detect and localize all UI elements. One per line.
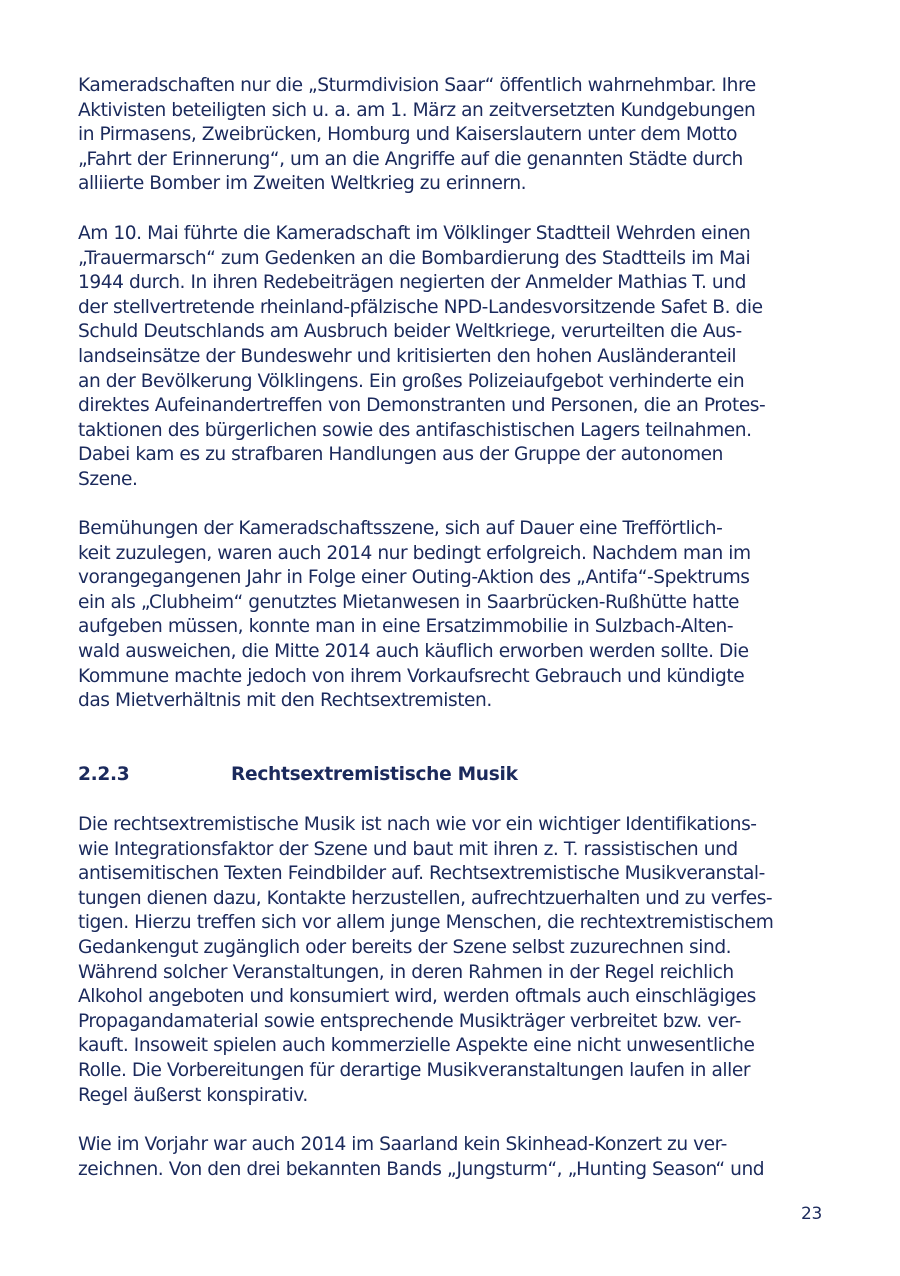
text-line: Am 10. Mai führte die Kameradschaft im Völklinger Stadtteil Wehrden einen — [78, 223, 751, 244]
text-line: Alkohol angeboten und konsumiert wird, werden oftmals auch einschlägiges — [78, 986, 756, 1008]
text-line: Wie im Vorjahr war auch 2014 im Saarland kein Skinhead-Konzert zu ver- — [78, 1134, 727, 1155]
text-line: 1944 durch. In ihren Redebeiträgen negierten der Anmelder Mathias T. und — [78, 272, 746, 294]
text-line: Die rechtsextremistische Musik ist nach wie vor ein wichtiger Identifikations- — [78, 814, 757, 835]
text-line: Szene. — [78, 468, 138, 490]
text-line: wie Integrationsfaktor der Szene und baut mit ihren z. T. rassistischen und — [78, 838, 738, 860]
section-title: Rechtsextremistische Musik — [231, 764, 518, 785]
paragraph-3 — [78, 517, 838, 714]
text-line: tungen dienen dazu, Kontakte herzustellen, aufrechtzuerhalten und zu verfes- — [78, 887, 773, 909]
page-number: 23 — [800, 1204, 822, 1224]
text-line: zeichnen. Von den drei bekannten Bands „Jungsturm“, „Hunting Season“ und — [78, 1158, 765, 1180]
text-line: ein als „Clubheim“ genutztes Mietanwesen in Saarbrücken-Rußhütte hatte — [78, 591, 739, 613]
paragraph-4 — [78, 813, 838, 1108]
text-line: kauft. Insoweit spielen auch kommerzielle Aspekte eine nicht unwesentliche — [78, 1035, 755, 1057]
section-number: 2.2.3 — [78, 764, 130, 785]
section-heading — [78, 763, 518, 787]
paragraph-1 — [78, 74, 838, 197]
text-line: taktionen des bürgerlichen sowie des antifaschistischen Lagers teilnahmen. — [78, 419, 752, 441]
text-line: Schuld Deutschlands am Ausbruch beider Weltkriege, verurteilten die Aus- — [78, 321, 742, 343]
text-line: antisemitischen Texten Feindbilder auf. Rechtsextremistische Musikveranstal- — [78, 863, 765, 885]
text-line: Rolle. Die Vorbereitungen für derartige Musikveranstaltungen laufen in aller — [78, 1059, 751, 1081]
text-line: alliierte Bomber im Zweiten Weltkrieg zu erinnern. — [78, 173, 527, 195]
text-line: landseinsätze der Bundeswehr und kritisierten den hohen Ausländeranteil — [78, 345, 737, 367]
text-line: der stellvertretende rheinland-pfälzische NPD-Landesvorsitzende Safet B. die — [78, 296, 763, 318]
text-line: in Pirmasens, Zweibrücken, Homburg und Kaiserslautern unter dem Motto — [78, 124, 738, 146]
text-line: Bemühungen der Kameradschaftsszene, sich auf Dauer eine Trefförtlich- — [78, 518, 723, 539]
text-line: das Mietverhältnis mit den Rechtsextremisten. — [78, 690, 492, 712]
text-line: „Fahrt der Erinnerung“, um an die Angriffe auf die genannten Städte durch — [78, 148, 743, 170]
text-line: Kommune machte jedoch von ihrem Vorkaufsrecht Gebrauch und kündigte — [78, 665, 745, 687]
text-line: Aktivisten beteiligten sich u. a. am 1. März an zeitversetzten Kundgebungen — [78, 99, 756, 121]
text-line: Regel äußerst konspirativ. — [78, 1084, 308, 1106]
paragraph-2 — [78, 222, 838, 493]
text-line: Kameradschaften nur die „Sturmdivision Saar“ öffentlich wahrnehmbar. Ihre — [78, 75, 756, 96]
text-line: keit zuzulegen, waren auch 2014 nur bedingt erfolgreich. Nachdem man im — [78, 542, 751, 564]
text-line: Propagandamaterial sowie entsprechende Musikträger verbreitet bzw. ver- — [78, 1010, 742, 1032]
text-line: tigen. Hierzu treffen sich vor allem junge Menschen, die rechtextremistischem — [78, 912, 774, 934]
text-line: Gedankengut zugänglich oder bereits der Szene selbst zuzurechnen sind. — [78, 936, 732, 958]
text-line: vorangegangenen Jahr in Folge einer Outing-Aktion des „Antifa“-Spektrums — [78, 567, 750, 589]
text-line: „Trauermarsch“ zum Gedenken an die Bombardierung des Stadtteils im Mai — [78, 247, 751, 269]
text-line: Dabei kam es zu strafbaren Handlungen aus der Gruppe der autonomen — [78, 444, 723, 466]
text-line: direktes Aufeinandertreffen von Demonstranten und Personen, die an Protes- — [78, 395, 766, 417]
paragraph-5 — [78, 1133, 838, 1182]
text-line: Während solcher Veranstaltungen, in deren Rahmen in der Regel reichlich — [78, 961, 734, 983]
text-line: an der Bevölkerung Völklingens. Ein großes Polizeiaufgebot verhinderte ein — [78, 370, 745, 392]
text-line: aufgeben müssen, konnte man in eine Ersatzimmobilie in Sulzbach-Alten- — [78, 616, 734, 638]
text-line: wald ausweichen, die Mitte 2014 auch käuflich erworben werden sollte. Die — [78, 640, 749, 662]
